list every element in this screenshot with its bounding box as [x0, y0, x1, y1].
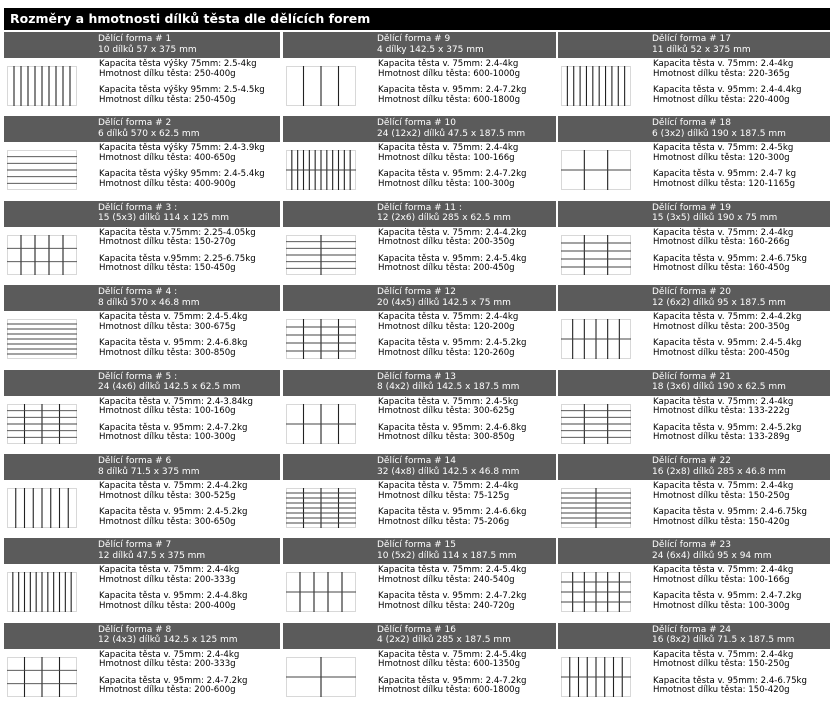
piece-weight-95mm: Hmotnost dílku těsta: 300-850g: [378, 432, 515, 443]
piece-weight-95mm: Hmotnost dílku těsta: 300-650g: [99, 516, 236, 527]
capacity-95mm: Kapacita těsta v. 95mm: 2.4-5.2kg: [378, 338, 527, 349]
capacity-75mm: Kapacita těsta výšky 75mm: 2.4-3.9kg: [99, 143, 265, 154]
form-name: Dělící forma # 11 :: [377, 202, 462, 213]
divider-grid-diagram: [7, 572, 77, 612]
capacity-95mm: Kapacita těsta v. 95mm: 2.4-7.2kg: [378, 169, 527, 180]
piece-weight-95mm: Hmotnost dílku těsta: 150-420g: [653, 685, 790, 696]
capacity-95mm: Kapacita těsta v. 95mm: 2.4-5.2kg: [653, 422, 802, 433]
form-header: [4, 201, 280, 227]
piece-weight-75mm: Hmotnost dílku těsta: 100-166g: [378, 152, 515, 163]
form-card: [4, 623, 280, 707]
form-description: 4 dílky 142.5 x 375 mm: [377, 44, 484, 55]
form-description: 4 (2x2) dílků 285 x 187.5 mm: [377, 635, 511, 646]
form-name: Dělící forma # 4 :: [98, 287, 178, 298]
piece-weight-95mm: Hmotnost dílku těsta: 600-1800g: [378, 685, 521, 696]
form-name: Dělící forma # 20: [652, 287, 731, 298]
capacity-75mm: Kapacita těsta v. 75mm: 2.4-4kg: [653, 227, 794, 238]
form-description: 12 (6x2) dílků 95 x 187.5 mm: [652, 297, 786, 308]
piece-weight-75mm: Hmotnost dílku těsta: 150-250g: [653, 659, 790, 670]
divider-grid-diagram: [286, 150, 356, 190]
piece-weight-75mm: Hmotnost dílku těsta: 75-125g: [378, 490, 510, 501]
piece-weight-95mm: Hmotnost dílku těsta: 150-450g: [99, 263, 236, 274]
piece-weight-75mm: Hmotnost dílku těsta: 220-365g: [653, 68, 790, 79]
form-description: 6 dílků 570 x 62.5 mm: [98, 128, 200, 139]
capacity-95mm: Kapacita těsta v.95mm: 2.25-6.75kg: [99, 253, 256, 264]
capacity-75mm: Kapacita těsta v. 75mm: 2.4-4.2kg: [99, 481, 248, 491]
capacity-75mm: Kapacita těsta v. 75mm: 2.4-4kg: [378, 481, 519, 491]
form-header: [558, 538, 830, 564]
capacity-75mm: Kapacita těsta v. 75mm: 2.4-4kg: [378, 312, 519, 323]
form-header: [558, 370, 830, 396]
form-description: 6 (3x2) dílků 190 x 187.5 mm: [652, 128, 786, 139]
piece-weight-95mm: Hmotnost dílku těsta: 120-260g: [378, 347, 515, 358]
capacity-95mm: Kapacita těsta v. 95mm: 2.4-7.2kg: [99, 422, 248, 433]
divider-grid-diagram: [561, 404, 631, 444]
capacity-75mm: Kapacita těsta v. 75mm: 2.4-3.84kg: [99, 396, 253, 407]
capacity-75mm: Kapacita těsta v. 75mm: 2.4-5.4kg: [99, 312, 248, 323]
form-header: [558, 116, 830, 142]
capacity-75mm: Kapacita těsta v. 75mm: 2.4-5kg: [378, 396, 519, 407]
form-header: [283, 116, 556, 142]
capacity-95mm: Kapacita těsta v. 95mm: 2.4-6.6kg: [378, 507, 527, 517]
piece-weight-75mm: Hmotnost dílku těsta: 200-333g: [99, 659, 236, 670]
form-name: Dělící forma # 23: [652, 540, 731, 551]
form-header: [4, 370, 280, 396]
divider-grid-diagram: [286, 488, 356, 528]
piece-weight-75mm: Hmotnost dílku těsta: 250-400g: [99, 68, 236, 79]
capacity-95mm: Kapacita těsta v. 95mm: 2.4-6.8kg: [378, 422, 527, 433]
form-name: Dělící forma # 12: [377, 287, 456, 298]
form-description: 8 (4x2) dílků 142.5 x 187.5 mm: [377, 382, 520, 393]
form-card: [283, 454, 556, 538]
form-description: 15 (3x5) dílků 190 x 75 mm: [652, 213, 778, 224]
piece-weight-75mm: Hmotnost dílku těsta: 300-675g: [99, 321, 236, 332]
form-header: [283, 538, 556, 564]
divider-grid-diagram: [286, 235, 356, 275]
form-description: 32 (4x8) dílků 142.5 x 46.8 mm: [377, 466, 520, 477]
form-description: 8 dílků 71.5 x 375 mm: [98, 466, 200, 477]
capacity-75mm: Kapacita těsta v. 75mm: 2.4-4kg: [99, 649, 240, 660]
divider-grid-diagram: [7, 488, 77, 528]
piece-weight-95mm: Hmotnost dílku těsta: 100-300g: [99, 432, 236, 443]
form-card: [283, 116, 556, 200]
form-header: [283, 285, 556, 311]
form-header: [4, 454, 280, 480]
capacity-95mm: Kapacita těsta v. 95mm: 2.4-7.2kg: [99, 675, 248, 686]
capacity-95mm: Kapacita těsta v. 95mm: 2.4-4.8kg: [99, 591, 248, 602]
piece-weight-95mm: Hmotnost dílku těsta: 100-300g: [378, 178, 515, 189]
form-name: Dělící forma # 21: [652, 371, 731, 382]
piece-weight-75mm: Hmotnost dílku těsta: 200-333g: [99, 574, 236, 585]
capacity-75mm: Kapacita těsta v. 75mm: 2.4-4kg: [99, 565, 240, 576]
form-header: [4, 623, 280, 649]
form-card: [4, 370, 280, 454]
form-header: [558, 623, 830, 649]
form-header: [283, 623, 556, 649]
divider-grid-diagram: [561, 66, 631, 106]
divider-grid-diagram: [286, 657, 356, 697]
capacity-95mm: Kapacita těsta v. 95mm: 2.4-6.75kg: [653, 253, 807, 264]
divider-grid-diagram: [7, 319, 77, 359]
piece-weight-95mm: Hmotnost dílku těsta: 200-450g: [653, 347, 790, 358]
divider-grid-diagram: [7, 657, 77, 697]
capacity-95mm: Kapacita těsta v. 95mm: 2.4-6.75kg: [653, 675, 807, 686]
capacity-95mm: Kapacita těsta v. 95mm: 2.4-7.2kg: [378, 85, 527, 95]
piece-weight-75mm: Hmotnost dílku těsta: 300-625g: [378, 406, 515, 417]
piece-weight-75mm: Hmotnost dílku těsta: 150-270g: [99, 237, 236, 248]
capacity-95mm: Kapacita těsta v. 95mm: 2.4-4.4kg: [653, 85, 802, 95]
piece-weight-95mm: Hmotnost dílku těsta: 133-289g: [653, 432, 790, 443]
divider-grid-diagram: [561, 488, 631, 528]
piece-weight-75mm: Hmotnost dílku těsta: 120-300g: [653, 152, 790, 163]
capacity-95mm: Kapacita těsta v. 95mm: 2.4-5.4kg: [378, 253, 527, 264]
form-card: [558, 32, 830, 116]
divider-grid-diagram: [286, 572, 356, 612]
form-card: [4, 32, 280, 116]
divider-grid-diagram: [7, 404, 77, 444]
form-description: 8 dílků 570 x 46.8 mm: [98, 297, 200, 308]
capacity-95mm: Kapacita těsta v. 95mm: 2.4-5.4kg: [653, 338, 802, 349]
form-description: 11 dílků 52 x 375 mm: [652, 44, 751, 55]
form-name: Dělící forma # 7: [98, 540, 172, 551]
piece-weight-75mm: Hmotnost dílku těsta: 160-266g: [653, 237, 790, 248]
form-name: Dělící forma # 3 :: [98, 202, 178, 213]
form-card: [283, 32, 556, 116]
capacity-95mm: Kapacita těsta v. 95mm: 2.4-6.8kg: [99, 338, 248, 349]
form-card: [558, 538, 830, 622]
form-name: Dělící forma # 2: [98, 118, 172, 129]
form-header: [4, 116, 280, 142]
piece-weight-95mm: Hmotnost dílku těsta: 200-450g: [378, 263, 515, 274]
capacity-75mm: Kapacita těsta v. 75mm: 2.4-4.2kg: [378, 227, 527, 238]
capacity-95mm: Kapacita těsta v. 95mm: 2.4-6.75kg: [653, 507, 807, 517]
piece-weight-95mm: Hmotnost dílku těsta: 75-206g: [378, 516, 510, 527]
piece-weight-75mm: Hmotnost dílku těsta: 400-650g: [99, 152, 236, 163]
page-title: Rozměry a hmotnosti dílků těsta dle dělících forem: [4, 8, 830, 30]
capacity-95mm: Kapacita těsta v. 95mm: 2.4-7.2kg: [378, 591, 527, 602]
capacity-75mm: Kapacita těsta v. 75mm: 2.4-5.4kg: [378, 649, 527, 660]
form-name: Dělící forma # 8: [98, 624, 172, 635]
form-description: 12 dílků 47.5 x 375 mm: [98, 550, 206, 561]
piece-weight-95mm: Hmotnost dílku těsta: 100-300g: [653, 600, 790, 611]
divider-grid-diagram: [561, 319, 631, 359]
capacity-75mm: Kapacita těsta v. 75mm: 2.4-4kg: [653, 481, 794, 491]
piece-weight-75mm: Hmotnost dílku těsta: 240-540g: [378, 574, 515, 585]
form-card: [4, 116, 280, 200]
form-card: [4, 538, 280, 622]
form-card: [283, 201, 556, 285]
form-description: 12 (2x6) dílků 285 x 62.5 mm: [377, 213, 511, 224]
capacity-75mm: Kapacita těsta v.75mm: 2.25-4.05kg: [99, 227, 256, 238]
form-name: Dělící forma # 1: [98, 34, 172, 44]
form-header: [283, 370, 556, 396]
piece-weight-95mm: Hmotnost dílku těsta: 300-850g: [99, 347, 236, 358]
form-name: Dělící forma # 14: [377, 456, 456, 466]
form-header: [558, 285, 830, 311]
form-name: Dělící forma # 15: [377, 540, 456, 551]
capacity-95mm: Kapacita těsta výšky 95mm: 2.4-5.4kg: [99, 169, 265, 180]
form-header: [558, 201, 830, 227]
piece-weight-75mm: Hmotnost dílku těsta: 600-1350g: [378, 659, 521, 670]
capacity-75mm: Kapacita těsta v. 75mm: 2.4-4kg: [378, 143, 519, 154]
form-card: [4, 201, 280, 285]
piece-weight-95mm: Hmotnost dílku těsta: 200-600g: [99, 685, 236, 696]
piece-weight-75mm: Hmotnost dílku těsta: 150-250g: [653, 490, 790, 501]
form-name: Dělící forma # 5 :: [98, 371, 178, 382]
divider-grid-diagram: [7, 150, 77, 190]
form-name: Dělící forma # 17: [652, 34, 731, 44]
form-description: 16 (2x8) dílků 285 x 46.8 mm: [652, 466, 786, 477]
divider-grid-diagram: [561, 657, 631, 697]
capacity-75mm: Kapacita těsta v. 75mm: 2.4-4kg: [653, 649, 794, 660]
form-card: [283, 285, 556, 369]
piece-weight-75mm: Hmotnost dílku těsta: 600-1000g: [378, 68, 521, 79]
form-card: [558, 285, 830, 369]
capacity-75mm: Kapacita těsta v. 75mm: 2.4-4kg: [653, 59, 794, 69]
form-description: 12 (4x3) dílků 142.5 x 125 mm: [98, 635, 238, 646]
capacity-95mm: Kapacita těsta výšky 95mm: 2.5-4.5kg: [99, 85, 265, 95]
form-card: [558, 623, 830, 707]
form-description: 24 (6x4) dílků 95 x 94 mm: [652, 550, 772, 561]
form-card: [283, 538, 556, 622]
piece-weight-95mm: Hmotnost dílku těsta: 160-450g: [653, 263, 790, 274]
form-description: 24 (4x6) dílků 142.5 x 62.5 mm: [98, 382, 241, 393]
form-card: [558, 370, 830, 454]
piece-weight-95mm: Hmotnost dílku těsta: 200-400g: [99, 600, 236, 611]
form-header: [558, 454, 830, 480]
form-header: [4, 285, 280, 311]
capacity-75mm: Kapacita těsta v. 75mm: 2.4-5.4kg: [378, 565, 527, 576]
capacity-75mm: Kapacita těsta v. 75mm: 2.4-4kg: [378, 59, 519, 69]
piece-weight-75mm: Hmotnost dílku těsta: 120-200g: [378, 321, 515, 332]
piece-weight-75mm: Hmotnost dílku těsta: 300-525g: [99, 490, 236, 501]
capacity-75mm: Kapacita těsta výšky 75mm: 2.5-4kg: [99, 59, 257, 69]
divider-grid-diagram: [286, 66, 356, 106]
divider-grid-diagram: [561, 150, 631, 190]
form-description: 20 (4x5) dílků 142.5 x 75 mm: [377, 297, 511, 308]
form-card: [283, 370, 556, 454]
piece-weight-95mm: Hmotnost dílku těsta: 250-450g: [99, 94, 236, 105]
divider-forms-grid: [4, 32, 830, 708]
piece-weight-95mm: Hmotnost dílku těsta: 150-420g: [653, 516, 790, 527]
form-name: Dělící forma # 18: [652, 118, 731, 129]
piece-weight-95mm: Hmotnost dílku těsta: 120-1165g: [653, 178, 796, 189]
form-name: Dělící forma # 16: [377, 624, 456, 635]
piece-weight-75mm: Hmotnost dílku těsta: 200-350g: [653, 321, 790, 332]
divider-grid-diagram: [561, 572, 631, 612]
form-name: Dělící forma # 19: [652, 202, 731, 213]
form-description: 10 dílků 57 x 375 mm: [98, 44, 197, 55]
divider-grid-diagram: [561, 235, 631, 275]
form-card: [4, 454, 280, 538]
capacity-75mm: Kapacita těsta v. 75mm: 2.4-4kg: [653, 396, 794, 407]
divider-grid-diagram: [286, 404, 356, 444]
form-description: 15 (5x3) dílků 114 x 125 mm: [98, 213, 229, 224]
piece-weight-95mm: Hmotnost dílku těsta: 400-900g: [99, 178, 236, 189]
form-card: [283, 623, 556, 707]
form-card: [558, 116, 830, 200]
form-description: 16 (8x2) dílků 71.5 x 187.5 mm: [652, 635, 795, 646]
form-header: [283, 201, 556, 227]
form-card: [4, 285, 280, 369]
piece-weight-95mm: Hmotnost dílku těsta: 220-400g: [653, 94, 790, 105]
divider-grid-diagram: [7, 66, 77, 106]
form-name: Dělící forma # 13: [377, 371, 456, 382]
form-name: Dělící forma # 22: [652, 456, 731, 466]
form-header: [4, 538, 280, 564]
capacity-95mm: Kapacita těsta v. 95mm: 2.4-5.2kg: [99, 507, 248, 517]
capacity-75mm: Kapacita těsta v. 75mm: 2.4-4kg: [653, 565, 794, 576]
piece-weight-95mm: Hmotnost dílku těsta: 240-720g: [378, 600, 515, 611]
form-description: 10 (5x2) dílků 114 x 187.5 mm: [377, 550, 517, 561]
capacity-75mm: Kapacita těsta v. 75mm: 2.4-4.2kg: [653, 312, 802, 323]
form-name: Dělící forma # 9: [377, 34, 451, 44]
capacity-75mm: Kapacita těsta v. 75mm: 2.4-5kg: [653, 143, 794, 154]
form-header: [283, 32, 556, 58]
form-description: 24 (12x2) dílků 47.5 x 187.5 mm: [377, 128, 526, 139]
form-header: [558, 32, 830, 58]
form-name: Dělící forma # 24: [652, 624, 731, 635]
form-card: [558, 454, 830, 538]
form-header: [4, 32, 280, 58]
piece-weight-95mm: Hmotnost dílku těsta: 600-1800g: [378, 94, 521, 105]
capacity-95mm: Kapacita těsta v. 95mm: 2.4-7.2kg: [378, 675, 527, 686]
form-name: Dělící forma # 10: [377, 118, 456, 129]
form-header: [283, 454, 556, 480]
divider-grid-diagram: [7, 235, 77, 275]
piece-weight-75mm: Hmotnost dílku těsta: 133-222g: [653, 406, 790, 417]
divider-grid-diagram: [286, 319, 356, 359]
form-description: 18 (3x6) dílků 190 x 62.5 mm: [652, 382, 786, 393]
piece-weight-75mm: Hmotnost dílku těsta: 200-350g: [378, 237, 515, 248]
capacity-95mm: Kapacita těsta v. 95mm: 2.4-7.2kg: [653, 591, 802, 602]
piece-weight-75mm: Hmotnost dílku těsta: 100-166g: [653, 574, 790, 585]
piece-weight-75mm: Hmotnost dílku těsta: 100-160g: [99, 406, 236, 417]
form-card: [558, 201, 830, 285]
capacity-95mm: Kapacita těsta v. 95mm: 2.4-7 kg: [653, 169, 797, 180]
form-name: Dělící forma # 6: [98, 456, 172, 466]
